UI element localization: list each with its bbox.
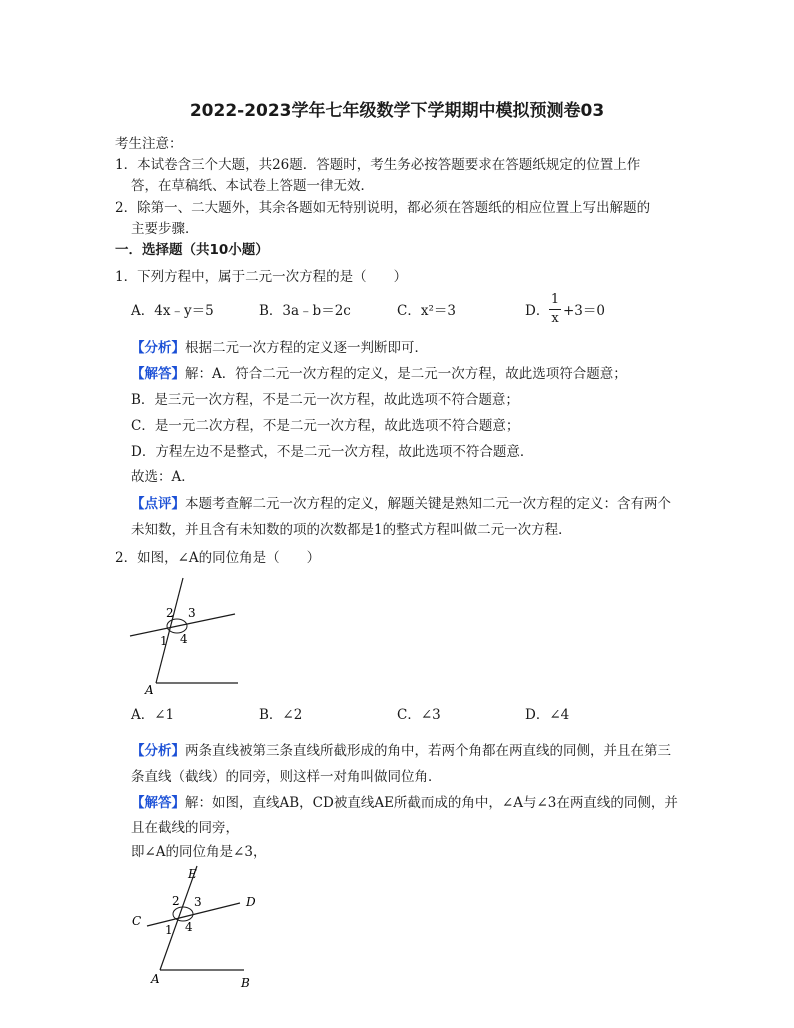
solution-text: 解：如图，直线AB，CD被直线AE所截而成的角中，∠A与∠3在两直线的同侧，并 [185,795,678,811]
q1-solution-line-3: C．是一元二次方程，不是二元一次方程，故此选项不符合题意； [131,418,520,434]
q1-solution-line-2: B．是三元一次方程，不是二元一次方程，故此选项不符合题意； [131,392,519,408]
analysis-tag: 【分析】 [131,743,185,759]
fig2-label-d: D [246,895,256,909]
fig2-label-b: B [241,976,250,990]
q1-option-c: C．x²＝3 [397,303,456,319]
q1-comment-line-2: 未知数，并且含有未知数的项的次数都是1的整式方程叫做二元一次方程． [131,522,572,538]
solution-tag: 【解答】 [131,366,185,382]
q1-solution-line-4: D．方程左边不是整式，不是二元一次方程，故此选项不符合题意． [131,444,534,460]
fig1-label-3: 3 [188,606,196,620]
q1-option-d-rest: +3＝0 [563,303,605,319]
fig2-label-3: 3 [194,895,202,909]
section-heading: 一．选择题（共10小题） [115,242,269,258]
notice-item-1-cont: 答，在草稿纸、本试卷上答题一律无效． [131,178,374,194]
fig2-label-e: E [188,867,197,881]
comment-text: 本题考查解二元一次方程的定义，解题关键是熟知二元一次方程的定义：含有两个 [185,496,671,512]
q2-analysis-line-2: 条直线（截线）的同旁，则这样一对角叫做同位角． [131,769,442,785]
analysis-tag: 【分析】 [131,340,185,356]
q1-option-d-label: D． [525,303,550,319]
comment-tag: 【点评】 [131,496,185,512]
notice-item-2: 2．除第一、二大题外，其余各题如无特别说明，都必须在答题纸的相应位置上写出解题的 [115,200,651,216]
fig2-label-2: 2 [172,894,180,908]
fig2-label-1: 1 [165,923,173,937]
q2-option-a: A．∠1 [131,707,175,723]
q2-solution-line-3: 即∠A的同位角是∠3， [131,844,267,860]
q2-option-d: D．∠4 [525,707,570,723]
fig2-label-c: C [132,914,142,928]
q1-option-d-denominator: x [551,311,559,326]
q2-option-c: C．∠3 [397,707,441,723]
q1-answer: 故选：A． [131,469,195,485]
fig2-label-a: A [151,972,160,986]
fig1-label-a: A [145,683,154,697]
q1-option-b: B．3a﹣b＝2c [259,303,351,319]
fig2-angle-mark [173,907,193,921]
question-2-stem: 2．如图，∠A的同位角是（ ） [115,550,321,566]
analysis-text: 根据二元一次方程的定义逐一判断即可． [185,340,428,356]
fig1-label-4: 4 [180,632,188,646]
fig1-label-1: 1 [160,634,168,648]
solution-tag: 【解答】 [131,795,185,811]
fig2-label-4: 4 [185,920,193,934]
notice-item-2-cont: 主要步骤． [131,221,199,237]
solution-text: 解：A．符合二元一次方程的定义，是二元一次方程，故此选项符合题意； [185,366,627,382]
notice-heading: 考生注意： [115,136,183,152]
analysis-text: 两条直线被第三条直线所截形成的角中，若两个角都在两直线的同侧，并且在第三 [185,743,671,759]
q2-option-b: B．∠2 [259,707,303,723]
fig1-label-2: 2 [166,606,174,620]
q1-option-d-numerator: 1 [550,292,560,307]
q1-option-a: A．4x﹣y＝5 [131,303,214,319]
q2-solution-line-2: 且在截线的同旁， [131,820,239,836]
page-title: 2022-2023学年七年级数学下学期期中模拟预测卷03 [189,101,605,121]
question-1-stem: 1．下列方程中，属于二元一次方程的是（ ） [115,269,408,285]
notice-item-1: 1．本试卷含三个大题，共26题．答题时，考生务必按答题要求在答题纸规定的位置上作 [115,157,641,173]
